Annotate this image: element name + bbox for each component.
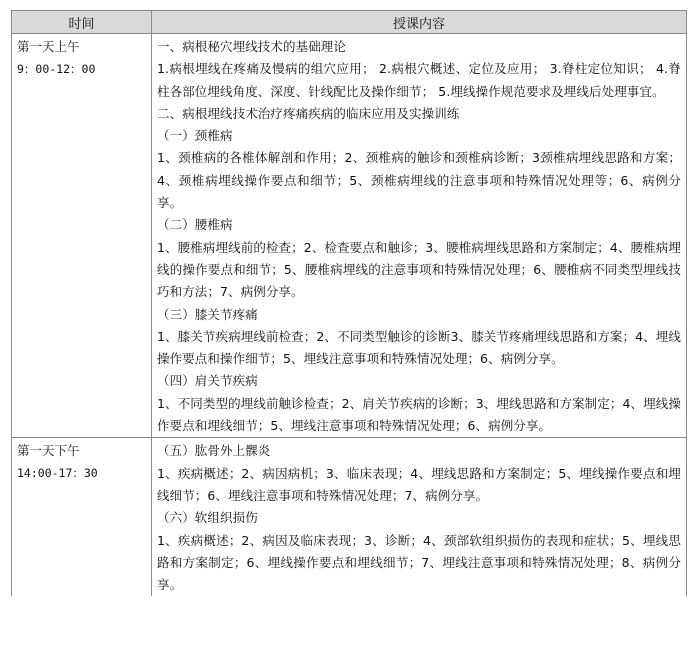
topic-heading: （六）软组织损伤	[157, 510, 258, 526]
section-heading: 一、病根秘穴埋线技术的基础理论	[157, 39, 347, 54]
topic-heading: （五）肱骨外上髁炎	[157, 443, 271, 459]
topic-heading: （四）肩关节疾病	[157, 373, 258, 389]
table-row	[12, 34, 687, 438]
time-cell	[12, 34, 152, 438]
content-cell	[152, 438, 687, 597]
header-time: 时间	[12, 11, 152, 34]
topic-heading: （三）膝关节疼痛	[157, 306, 258, 322]
time-range: 14:00-17：30	[17, 466, 98, 481]
content-paragraph: 1、颈椎病的各椎体解剖和作用；2、颈椎病的触诊和颈椎病诊断；3颈椎病埋线思路和方案；4、颈椎病埋线操作要点和细节；5、颈椎病埋线的注意事项和特殊情况处理等；6、病例分享。	[157, 150, 681, 211]
content-paragraph: 1、不同类型的埋线前触诊检查；2、肩关节疾病的诊断；3、埋线思路和方案制定；4、埋线操作要点和埋线细节；5、埋线注意事项和特殊情况处理；6、病例分享。	[157, 395, 681, 434]
section-heading: 二、病根埋线技术治疗疼痛疾病的临床应用及实操训练	[157, 105, 460, 121]
content-paragraph: 1、疾病概述；2、病因病机；3、临床表现；4、埋线思路和方案制定；5、埋线操作要点和埋线细节；6、埋线注意事项和特殊情况处理；7、病例分享。	[157, 465, 681, 503]
schedule-table	[11, 10, 687, 596]
content-paragraph: 1、腰椎病埋线前的检查；2、检查要点和触诊；3、腰椎病埋线思路和方案制定；4、腰椎病埋线的操作要点和细节；5、腰椎病埋线的注意事项和特殊情况处理；6、腰椎病不同类型埋线技巧和方法；7、病例分享。	[157, 239, 681, 300]
content-cell	[152, 34, 687, 438]
topic-heading: （二）腰椎病	[157, 217, 233, 233]
header-content: 授课内容	[152, 11, 687, 34]
table-row	[12, 438, 687, 597]
content-paragraph: 1、膝关节疾病埋线前检查；2、不同类型触诊的诊断3、膝关节疼痛埋线思路和方案；4、埋线操作要点和操作细节；5、埋线注意事项和特殊情况处理；6、病例分享。	[157, 328, 681, 367]
content-paragraph: 1.病根埋线在疼痛及慢病的组穴应用； 2.病根穴概述、定位及应用； 3.脊柱定位知识； 4.脊柱各部位埋线角度、深度、针线配比及操作细节； 5.埋线操作规范要求及埋线后处理事宜。	[157, 61, 681, 99]
time-label: 第一天上午	[17, 39, 80, 54]
time-range: 9：00-12：00	[17, 62, 96, 76]
time-cell	[12, 438, 152, 597]
header-row	[12, 11, 687, 34]
time-label: 第一天下午	[17, 443, 80, 459]
content-paragraph: 1、疾病概述；2、病因及临床表现；3、诊断；4、颈部软组织损伤的表现和症状；5、埋线思路和方案制定；6、埋线操作要点和埋线细节；7、埋线注意事项和特殊情况处理；8、病例分享。	[157, 532, 681, 593]
topic-heading: （一）颈椎病	[157, 128, 233, 144]
